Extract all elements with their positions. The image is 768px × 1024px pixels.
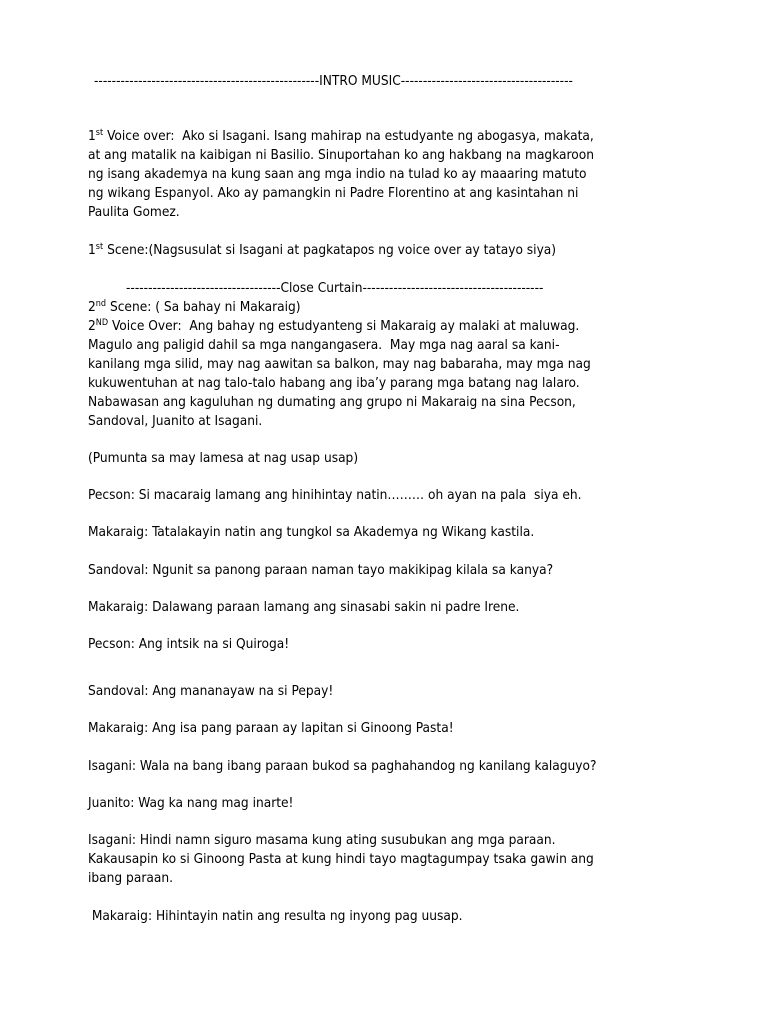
- scene-2-heading: [88, 298, 301, 317]
- voice-over-1-line-2: at ang matalik na kaibigan ni Basilio. Sinuportahan ko ang hakbang na magkaroon: [88, 147, 594, 163]
- voice-over-2-line-1: [88, 317, 579, 336]
- stage-direction: (Pumunta sa may lamesa at nag usap usap): [88, 450, 359, 466]
- final-dialogue-line: Makaraig: Hihintayin natin ang resulta ng inyong pag uusap.: [88, 908, 463, 924]
- isagani-line-1: Isagani: Hindi namn siguro masama kung ating susubukan ang mga paraan.: [88, 832, 556, 848]
- dialogue-line: Juanito: Wag ka nang mag inarte!: [88, 795, 294, 811]
- ordinal-number: 1: [88, 128, 96, 144]
- voice-over-1-line-4: ng wikang Espanyol. Ako ay pamangkin ni Padre Florentino at ang kasintahan ni: [88, 185, 579, 201]
- voice-over-2-line-2: Magulo ang paligid dahil sa mga nangangasera. May mga nag aaral sa kani-: [88, 337, 560, 353]
- dialogue-line: Pecson: Ang intsik na si Quiroga!: [88, 636, 290, 652]
- dialogue-line: Sandoval: Ngunit sa panong paraan naman tayo makikipag kilala sa kanya?: [88, 562, 554, 578]
- voice-over-2-line-6: Sandoval, Juanito at Isagani.: [88, 413, 263, 429]
- ordinal-number: 2: [88, 318, 96, 334]
- dialogue-line: Sandoval: Ang mananayaw na si Pepay!: [88, 683, 334, 699]
- isagani-line-3: ibang paraan.: [88, 870, 173, 886]
- dialogue-line: Makaraig: Ang isa pang paraan ay lapitan si Ginoong Pasta!: [88, 720, 454, 736]
- voice-over-1-line-3: ng isang akademya na kung saan ang mga indio na tulad ko ay maaaring matuto: [88, 166, 587, 182]
- ordinal-number: 1: [88, 242, 96, 258]
- ordinal-number: 2: [88, 299, 96, 315]
- ordinal-suffix: nd: [95, 299, 107, 309]
- voice-over-2-line-5: Nabawasan ang kaguluhan ng dumating ang grupo ni Makaraig na sina Pecson,: [88, 394, 576, 410]
- voice-over-1-text: Voice over: Ako si Isagani. Isang mahirap na estudyante ng abogasya, makata,: [103, 128, 594, 144]
- voice-over-2-text: Voice Over: Ang bahay ng estudyanteng si Makaraig ay malaki at maluwag.: [108, 318, 580, 334]
- dialogue-line: Isagani: Wala na bang ibang paraan bukod sa paghahandog ng kanilang kalaguyo?: [88, 758, 597, 774]
- voice-over-2-line-3: kanilang mga silid, may nag aawitan sa balkon, may nag babaraha, may mga nag: [88, 356, 591, 372]
- scene-2-text: Scene: ( Sa bahay ni Makaraig): [106, 299, 301, 315]
- ordinal-suffix: st: [95, 128, 104, 138]
- intro-music-divider: ---------------------------------------------------INTRO MUSIC---------------------------------------: [94, 73, 573, 89]
- voice-over-1-line-1: [88, 127, 594, 146]
- scene-1-heading: [88, 241, 556, 260]
- isagani-line-2: Kakausapin ko si Ginoong Pasta at kung hindi tayo magtagumpay tsaka gawin ang: [88, 851, 594, 867]
- ordinal-suffix: ND: [95, 318, 109, 328]
- voice-over-2-line-4: kukuwentuhan at nag talo-talo habang ang iba’y parang mga batang nag lalaro.: [88, 375, 580, 391]
- ordinal-suffix: st: [95, 242, 104, 252]
- dialogue-line: Makaraig: Dalawang paraan lamang ang sinasabi sakin ni padre Irene.: [88, 599, 520, 615]
- dialogue-line: Pecson: Si macaraig lamang ang hinihintay natin……… oh ayan na pala siya eh.: [88, 487, 582, 503]
- close-curtain-divider: -----------------------------------Close Curtain-----------------------------------------: [126, 280, 544, 296]
- dialogue-line: Makaraig: Tatalakayin natin ang tungkol sa Akademya ng Wikang kastila.: [88, 524, 535, 540]
- scene-1-text: Scene:(Nagsusulat si Isagani at pagkatapos ng voice over ay tatayo siya): [103, 242, 557, 258]
- voice-over-1-line-5: Paulita Gomez.: [88, 204, 180, 220]
